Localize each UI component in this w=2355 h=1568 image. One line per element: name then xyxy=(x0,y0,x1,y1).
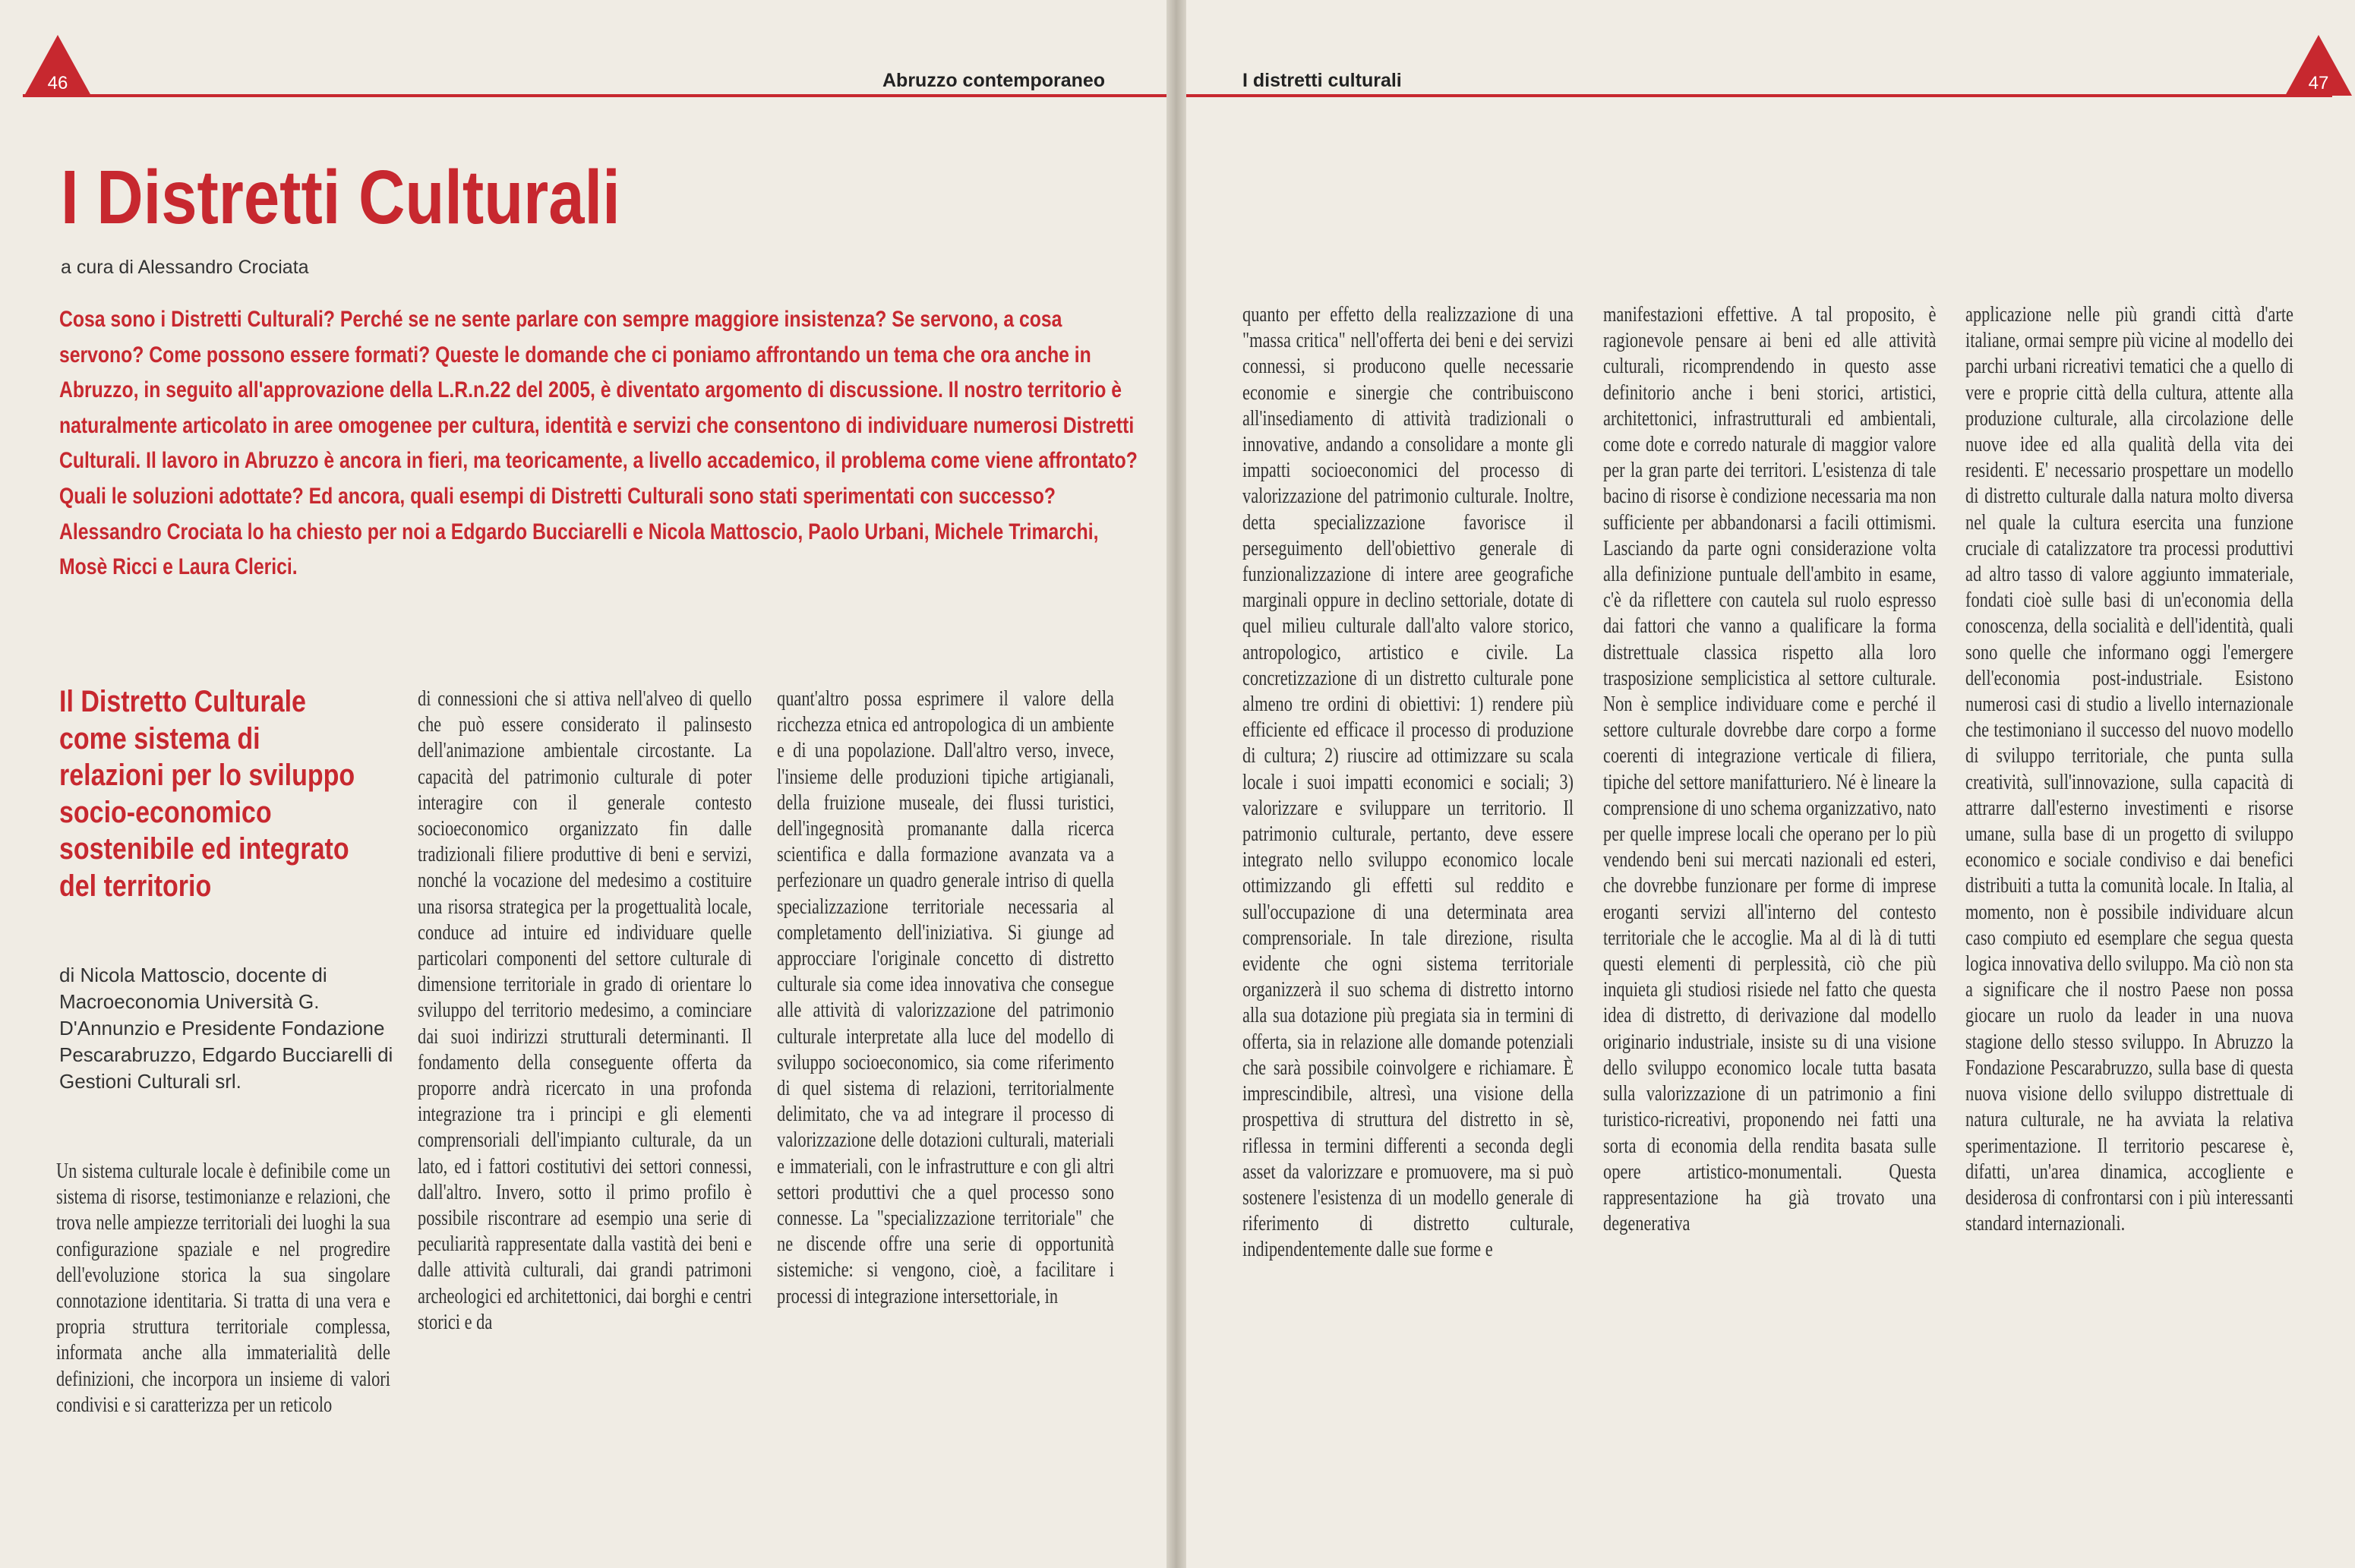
text-column-2 xyxy=(418,686,752,1336)
left-page xyxy=(0,0,1166,1568)
article-title: I Distretti Culturali xyxy=(61,155,620,240)
section-authors: di Nicola Mattoscio, docente di Macroeconomia Università G. D'Annunzio e Presidente Fondazione Pescarabruzzo, Edgardo Bucciarelli di Gestioni Culturali srl. xyxy=(59,964,393,1093)
running-head: Abruzzo contemporaneo xyxy=(882,70,1106,91)
section-heading xyxy=(59,683,424,904)
running-head: I distretti culturali xyxy=(1242,70,1402,91)
page-gutter xyxy=(1166,0,1186,1568)
text-column-5-text: manifestazioni effettive. A tal proposito, è ragionevole pensare ai beni ed alle attività culturali, ricomprendendo in questo asse definitorio anche i beni storici, artistici, architettonici, infrastrutturali ed ambientali, come dote e corredo naturale di maggior valore per la gran parte dei territori. L'esistenza di tale bacino di risorse è condizione necessaria ma non sufficiente per abbandonarsi a facili ottimismi. Lasciando da parte ogni considerazione volta alla definizione puntuale dell'ambito in esame, c'è da riflettere con cautela sul ruolo espresso dai fattori che vanno a qualificare la forma distrettuale classica rispetto alla loro trasposizione semplicistica al settore culturale. Non è semplice individuare come e perché il settore culturale dovrebbe dare corpo a forme coerenti di integrazione verticale di filiera, tipiche del settore manifatturiero. Né è lineare la comprensione di uno schema organizzativo, nato per quelle imprese locali che operano per lo più vendendo beni sui mercati nazionali ed esteri, che dovrebbe funzionare per forme di imprese eroganti servizi all'interno del contesto territoriale che le accoglie. Ma al di là di tutti questi elementi di perplessità, ciò che più inquieta gli studiosi risiede nel fatto che questa idea di distretto, di derivazione dal modello originario industriale, insiste su di una visione dello sviluppo economico locale tutta basata sulla valorizzazione di un patrimonio a fini turistico-ricreativi, proponendo nei fatti una sorta di economia della rendita basata sulle opere artistico-monumentali. Questa rappresentazione ha già trovato una degenerativa xyxy=(1603,303,1937,1236)
text-column-3-text: quant'altro possa esprimere il valore della ricchezza etnica ed antropologica di un ambiente e di una popolazione. Dall'altro verso, invece, l'insieme delle produzioni tipiche artigianali, della fruizione museale, dei flussi turistici, dell'ingegnosità promanante dalla ricerca scientifica e dalla formazione avanzata va a perfezionare un quadro generale intriso di quella specializzazione territoriale necessaria al completamento dell'iniziativa. Si giunge ad approcciare l'originale concetto di distretto culturale sia come idea innovativa che consegue alle attività di valorizzazione del patrimonio culturale interpretate alla luce del modello di sviluppo socioeconomico, sia come riferimento di quel sistema di relazioni, territorialmente delimitato, che va ad integrare il processo di valorizzazione delle dotazioni culturali, materiali e immateriali, con le infrastrutture e con gli altri settori produttivi che a quel processo sono connesse. La "specializzazione territoriale" che ne discende offre una serie di opportunità sistemiche: si vengono, cioè, a facilitare i processi di integrazione intersettoriale, in xyxy=(777,687,1114,1308)
text-column-2-text: di connessioni che si attiva nell'alveo di quello che può essere considerato il palinsesto dell'animazione ambientale circostante. La capacità del patrimonio culturale di poter interagire con il generale contesto socioeconomico organizzato fin dalle tradizionali filiere produttive di beni e servizi, nonché la vocazione del medesimo a costituire una risorsa strategica per la progettualità locale, conduce ad intuire ed individuare quelle particolari componenti del settore culturale di dimensione territoriale in grado di orientare lo sviluppo del territorio medesimo, a cominciare dai suoi indirizzi strutturali determinanti. Il fondamento della conseguente offerta da proporre andrà ricercato in una profonda integrazione tra i principi e gli elementi comprensoriali dell'impianto culturale, da un lato, ed i fattori costitutivi dei settori connessi, dall'altro. Invero, sotto il primo profilo è possibile riscontrare ad esempio una serie di peculiarità rappresentate dalla vastità dei beni e dalle attività culturali, dai grandi patrimoni archeologici ed architettonici, dai borghi e centri storici e da xyxy=(418,687,752,1334)
article-intro-text: Cosa sono i Distretti Culturali? Perché se ne sente parlare con sempre maggiore insistenza? Se servono, a cosa servono? Come possono essere formati? Queste le domande che ci poniamo affrontando un tema che ora anche in Abruzzo, in seguito all'approvazione della L.R.n.22 del 2005, è diventato argomento di discussione. Il nostro territorio è naturalmente articolato in aree omogenee per cultura, identità e servizi che consentono di individuare numerosi Distretti Culturali. Il lavoro in Abruzzo è ancora in fieri, ma teoricamente, a livello accademico, il problema come viene affrontato? Quali le soluzioni adottate? Ed ancora, quali esempi di Distretti Culturali sono stati sperimentati con successo? Alessandro Crociata lo ha chiesto per noi a Edgardo Bucciarelli e Nicola Mattoscio, Paolo Urbani, Michele Trimarchi, Mosè Ricci e Laura Clerici. xyxy=(59,307,1138,580)
text-column-4 xyxy=(1242,302,1574,1264)
article-intro xyxy=(59,302,1138,585)
article-byline: a cura di Alessandro Crociata xyxy=(61,257,309,278)
text-column-1-text: Un sistema culturale locale è definibile come un sistema di risorse, testimonianze e relazioni, che trova nelle ampiezze territoriali dei luoghi la sua configurazione spaziale e nel progredire dell'evoluzione storica la sua singolare connotazione identitaria. Si tratta di una vera e propria struttura territoriale complessa, informata anche alla immaterialità delle definizioni, che incorpora un insieme di valori condivisi e si caratterizza per un reticolo xyxy=(56,1159,390,1417)
header-rule xyxy=(1186,94,2332,97)
text-column-6 xyxy=(1965,302,2293,1237)
text-column-3 xyxy=(777,686,1114,1310)
right-page xyxy=(1186,0,2355,1568)
text-column-1 xyxy=(56,1159,390,1418)
section-heading-text: Il Distretto Culturale come sistema di relazioni per lo sviluppo socio-economico sostenibile ed integrato del territorio xyxy=(59,685,355,903)
text-column-6-text: applicazione nelle più grandi città d'arte italiane, ormai sempre più vicine al modello dei parchi urbani ricreativi tematici che a quello di vere e proprie città della cultura, attente alla produzione culturale, alla circolazione delle nuove idee ed alla qualità della vita dei residenti. E' necessario prospettare un modello di distretto culturale dalla natura molto diversa nel quale la cultura esercita una funzione cruciale di catalizzatore tra processi produttivi ad altro tasso di valore aggiunto immateriale, fondati cioè sulle basi di un'economia della conoscenza, della socialità e dell'identità, quali sono quelle che informano oggi l'emergere dell'economia post-industriale. Esistono numerosi casi di studio a livello internazionale che testimoniano il successo del nuovo modello di sviluppo territoriale, che punta sulla creatività, sull'innovazione, sulla capacità di attrarre dall'esterno investimenti e risorse umane, sulla base di un progetto di sviluppo economico e sociale condiviso e dai benefici distribuiti a tutta la comunità locale. In Italia, al momento, non è possibile individuare alcun caso compiuto ed esemplare che segua questa logica innovativa dello sviluppo. Ma ciò non sta a significare che il nostro Paese non possa giocare un ruolo da leader in una nuova stagione dello stesso sviluppo. In Abruzzo la Fondazione Pescarabruzzo, sulla base di questa nuova visione dello sviluppo distrettuale di natura culturale, ne ha avviata la relativa sperimentazione. Il territorio pescarese è, difatti, un'area dinamica, accogliente e desiderosa di confrontarsi con i più interessanti standard internazionali. xyxy=(1965,303,2293,1236)
page-number: 47 xyxy=(2308,73,2329,93)
header-rule xyxy=(23,94,1166,97)
page-number: 46 xyxy=(47,73,68,93)
text-column-5 xyxy=(1603,302,1936,1237)
text-column-4-text: quanto per effetto della realizzazione di una "massa critica" nell'offerta dei beni e dei servizi connessi, si producono quelle necessarie economie e sinergie che contribuiscono all'insediamento di attività tradizionali o innovative, andando a consolidare a monte gli impatti socioeconomici del processo di valorizzazione del patrimonio culturale. Inoltre, detta specializzazione favorisce il perseguimento dell'obiettivo generale di funzionalizzazione di intere aree geografiche marginali oppure in declino settoriale, dotate di quel milieu culturale dall'alto valore storico, antropologico, artistico e civile. La concretizzazione di un distretto culturale pone almeno tre ordini di obiettivi: 1) rendere più efficiente ed efficace il processo di produzione di cultura; 2) riuscire ad ottimizzare su scala locale i suoi impatti economici e sociali; 3) valorizzare e sviluppare un territorio. Il patrimonio culturale, pertanto, deve essere integrato nello sviluppo economico locale ottimizzando gli effetti sul reddito e sull'occupazione di una determinata area comprensoriale. In tale direzione, risulta evidente che ogni sistema territoriale organizzerà il suo schema di distretto intorno alla sua dotazione più pregiata sia in termini di offerta, sia in relazione alle domande potenziali che sarà possibile coinvolgere e richiamare. È imprescindibile, altresì, una visione della prospettiva di struttura del distretto in sè, riflessa in termini differenti a seconda degli asset da valorizzare e promuovere, ma si può sostenere l'esistenza di un modello generale di riferimento di distretto culturale, indipendentemente dalle sue forme e xyxy=(1242,303,1574,1262)
